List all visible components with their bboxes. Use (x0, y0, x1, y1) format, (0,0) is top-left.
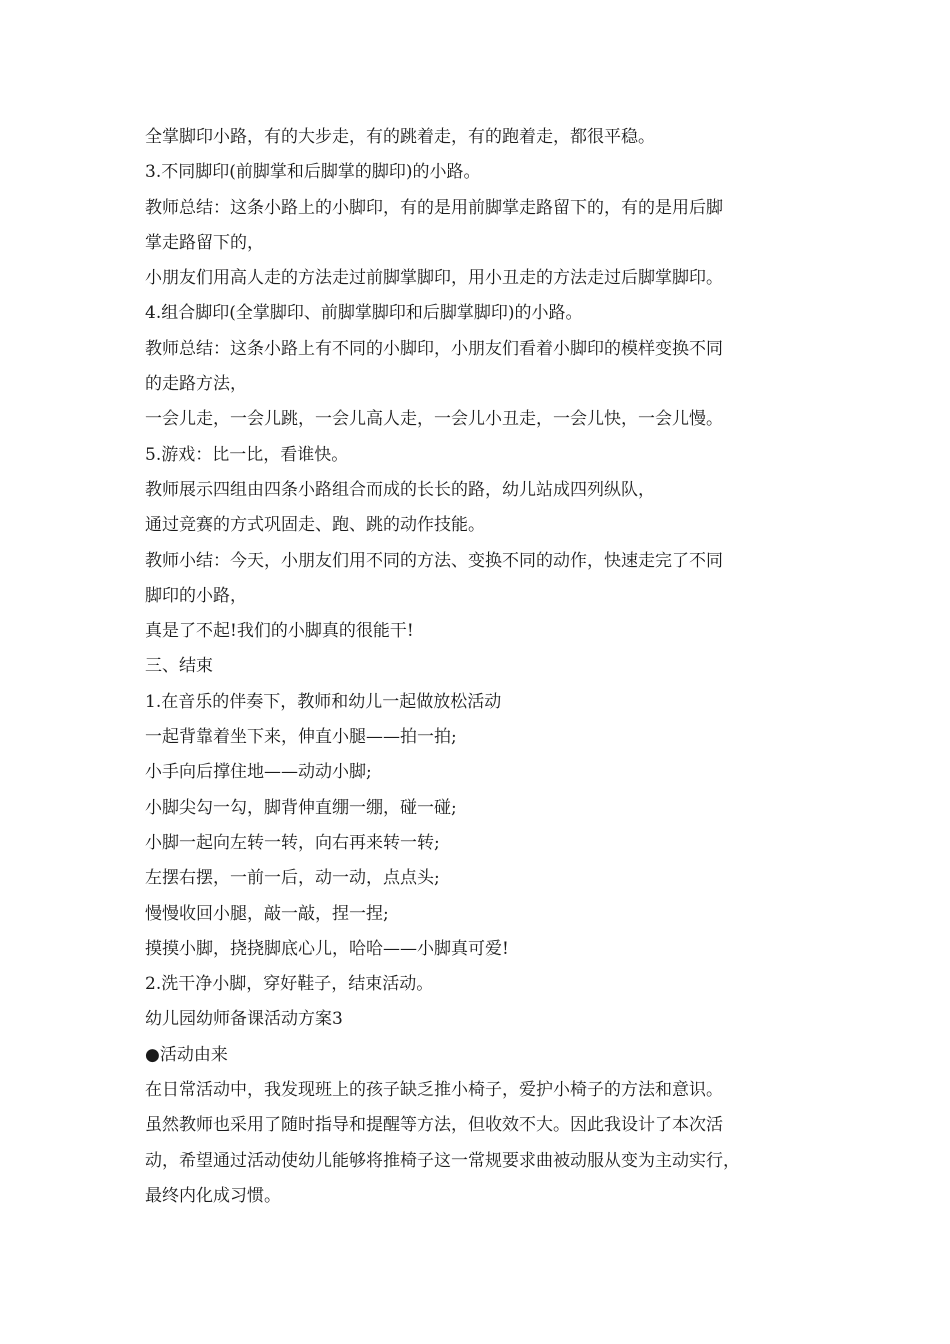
text-line: 的走路方法， (145, 374, 247, 395)
text-line: 教师总结：这条小路上有不同的小脚印，小朋友们看着小脚印的模样变换不同 (145, 338, 723, 359)
section-heading: 2.洗干净小脚，穿好鞋子，结束活动。 (145, 974, 434, 995)
text-line: 教师小结：今天，小朋友们用不同的方法、变换不同的动作，快速走完了不同 (145, 550, 723, 571)
section-heading: 5.游戏：比一比，看谁快。 (145, 444, 349, 465)
section-heading: ●活动由来 (145, 1044, 228, 1065)
text-line: 脚印的小路， (145, 585, 247, 606)
section-heading: 3.不同脚印(前脚掌和后脚掌的脚印)的小路。 (145, 162, 481, 183)
text-line: 掌走路留下的， (145, 232, 264, 253)
text-line: 教师展示四组由四条小路组合而成的长长的路，幼儿站成四列纵队， (145, 479, 655, 500)
text-line: 真是了不起!我们的小脚真的很能干! (145, 621, 414, 642)
text-line: 摸摸小脚，挠挠脚底心儿，哈哈——小脚真可爱! (145, 938, 509, 959)
text-line: 最终内化成习惯。 (145, 1185, 281, 1206)
text-line: 全掌脚印小路，有的大步走，有的跳着走，有的跑着走，都很平稳。 (145, 127, 655, 147)
text-line: 通过竞赛的方式巩固走、跑、跳的动作技能。 (145, 515, 485, 536)
text-line: 小脚一起向左转一转，向右再来转一转; (145, 832, 440, 853)
section-heading: 1.在音乐的伴奏下，教师和幼儿一起做放松活动 (145, 691, 502, 712)
text-line: 小手向后撑住地——动动小脚; (145, 762, 372, 783)
text-line: 慢慢收回小腿，敲一敲，捏一捏; (145, 903, 389, 924)
text-line: 一起背靠着坐下来，伸直小腿——拍一拍; (145, 727, 457, 748)
text-line: 小脚尖勾一勾，脚背伸直绷一绷，碰一碰; (145, 797, 457, 818)
text-line: 左摆右摆，一前一后，动一动，点点头; (145, 868, 440, 889)
text-line: 在日常活动中，我发现班上的孩子缺乏推小椅子，爱护小椅子的方法和意识。 (145, 1080, 723, 1101)
text-line: 虽然教师也采用了随时指导和提醒等方法，但收效不大。因此我设计了本次活 (145, 1115, 723, 1136)
text-line: 动，希望通过活动使幼儿能够将推椅子这一常规要求曲被动服从变为主动实行， (145, 1150, 740, 1171)
section-heading: 4.组合脚印(全掌脚印、前脚掌脚印和后脚掌脚印)的小路。 (145, 303, 583, 324)
text-line: 一会儿走，一会儿跳，一会儿高人走，一会儿小丑走，一会儿快，一会儿慢。 (145, 409, 723, 430)
document-body (145, 120, 835, 1214)
text-line: 小朋友们用高人走的方法走过前脚掌脚印，用小丑走的方法走过后脚掌脚印。 (145, 268, 723, 289)
section-heading: 三、结束 (145, 656, 213, 677)
text-line: 教师总结：这条小路上的小脚印，有的是用前脚掌走路留下的，有的是用后脚 (145, 197, 723, 218)
document-title: 幼儿园幼师备课活动方案3 (145, 1009, 343, 1030)
